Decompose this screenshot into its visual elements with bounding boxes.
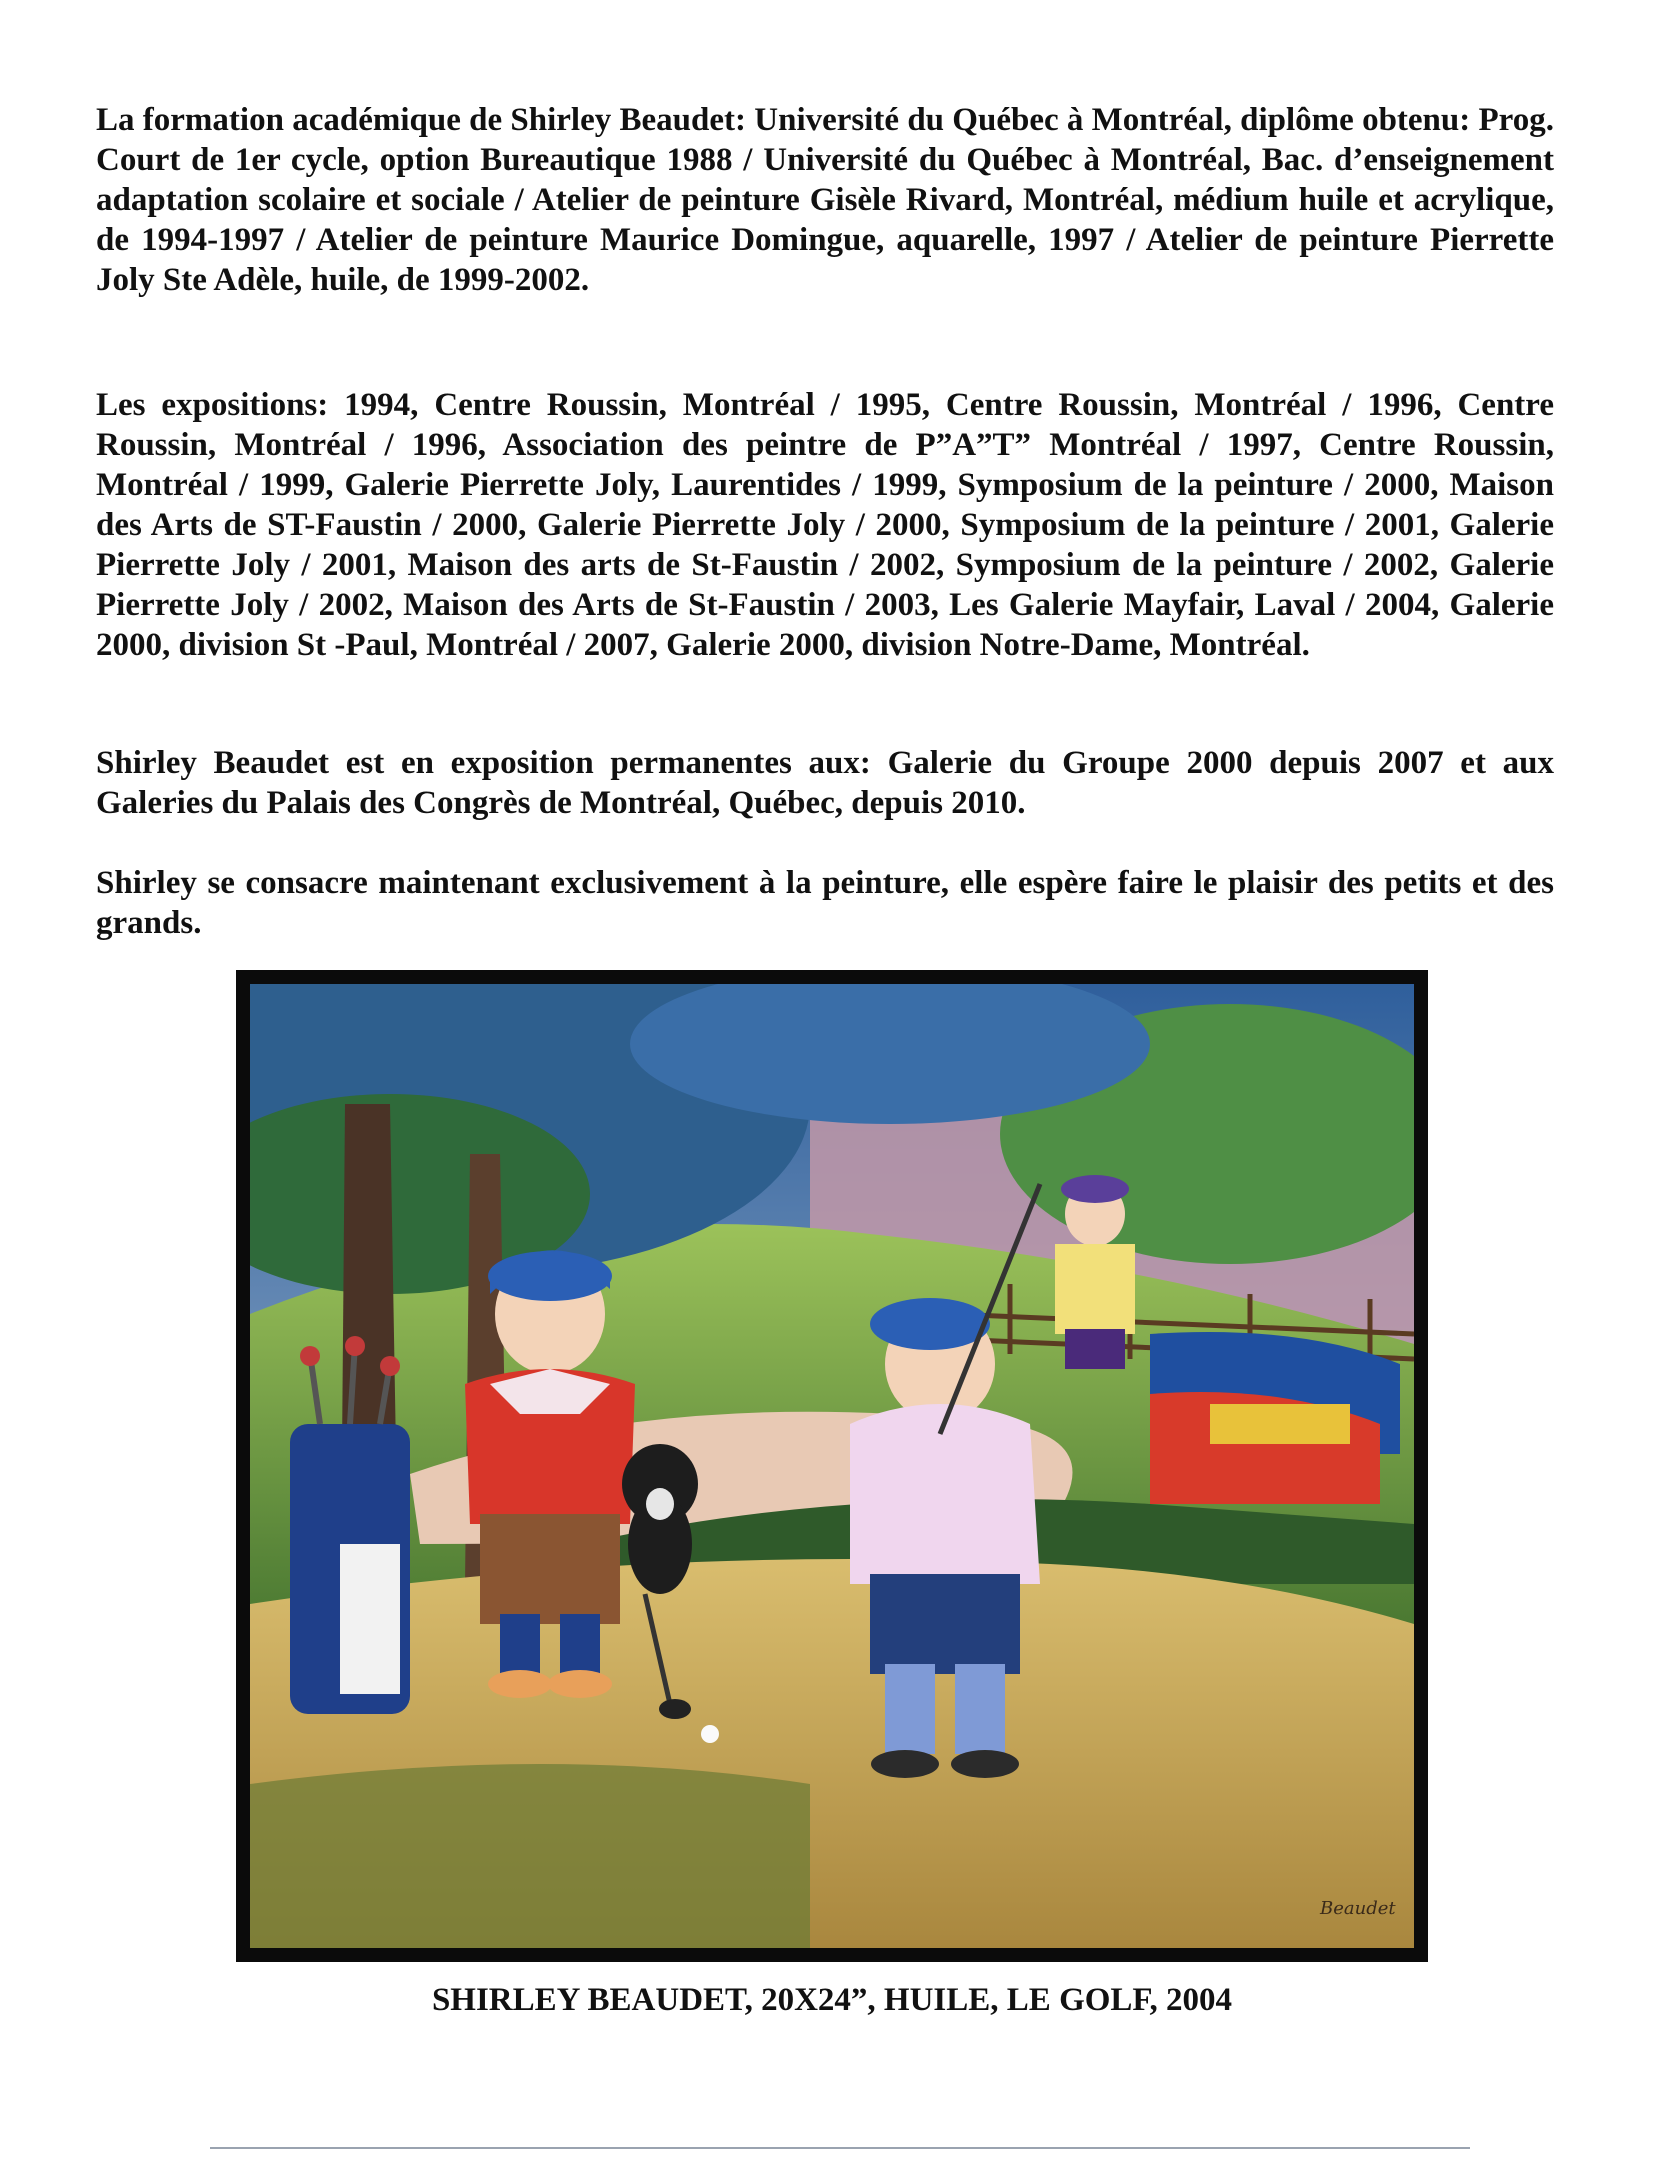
dog bbox=[622, 1444, 698, 1594]
bottom-rule bbox=[210, 2147, 1470, 2149]
painting-frame bbox=[236, 970, 1428, 1962]
foreground-grass bbox=[250, 1764, 810, 1948]
paragraph-exhibitions: Les expositions: 1994, Centre Roussin, Montréal / 1995, Centre Roussin, Montréal / 1996, Centre Roussin, Montréal / 1996, Association des peintre de P”A”T” Montréal / 1997, Centre Roussin, Montréal / 1999, Galerie Pierrette Joly, Laurentides / 1999, Symposium de la peinture / 2000, Maison des Arts de ST-Faustin / 2000, Galerie Pierrette Joly / 2000, Symposium de la peinture / 2001, Galerie Pierrette Joly / 2001, Maison des arts de St-Faustin / 2002, Symposium de la peinture / 2002, Galerie Pierrette Joly / 2002, Maison des Arts de St-Faustin / 2003, Les Galerie Mayfair, Laval / 2004, Galerie 2000, division St -Paul, Montréal / 2007, Galerie 2000, division Notre-Dame, Montréal. bbox=[96, 387, 1554, 663]
paragraph-dedication: Shirley se consacre maintenant exclusivement à la peinture, elle espère faire le plaisir des petits et des grands. bbox=[96, 865, 1554, 941]
painting-le-golf bbox=[250, 984, 1414, 1948]
signature: Beaudet bbox=[1320, 1898, 1396, 1919]
background-golfer bbox=[1055, 1175, 1135, 1369]
golf-ball bbox=[701, 1725, 719, 1743]
paragraph-education: La formation académique de Shirley Beaudet: Université du Québec à Montréal, diplôme obtenu: Prog. Court de 1er cycle, option Bureautique 1988 / Université du Québec à Montréal, Bac. d’enseignement adaptation scolaire et sociale / Atelier de peinture Gisèle Rivard, Montréal, médium huile et acrylique, de 1994-1997 / Atelier de peinture Maurice Domingue, aquarelle, 1997 / Atelier de peinture Pierrette Joly Ste Adèle, huile, de 1999-2002. bbox=[96, 102, 1554, 298]
golf-bags-right bbox=[1150, 1332, 1400, 1504]
paragraph-permanent-exhibitions: Shirley Beaudet est en exposition permanentes aux: Galerie du Groupe 2000 depuis 2007 et aux Galeries du Palais des Congrès de Montréal, Québec, depuis 2010. bbox=[96, 745, 1554, 821]
painting-caption: SHIRLEY BEAUDET, 20X24”, HUILE, LE GOLF, 2004 bbox=[431, 1982, 1233, 2018]
